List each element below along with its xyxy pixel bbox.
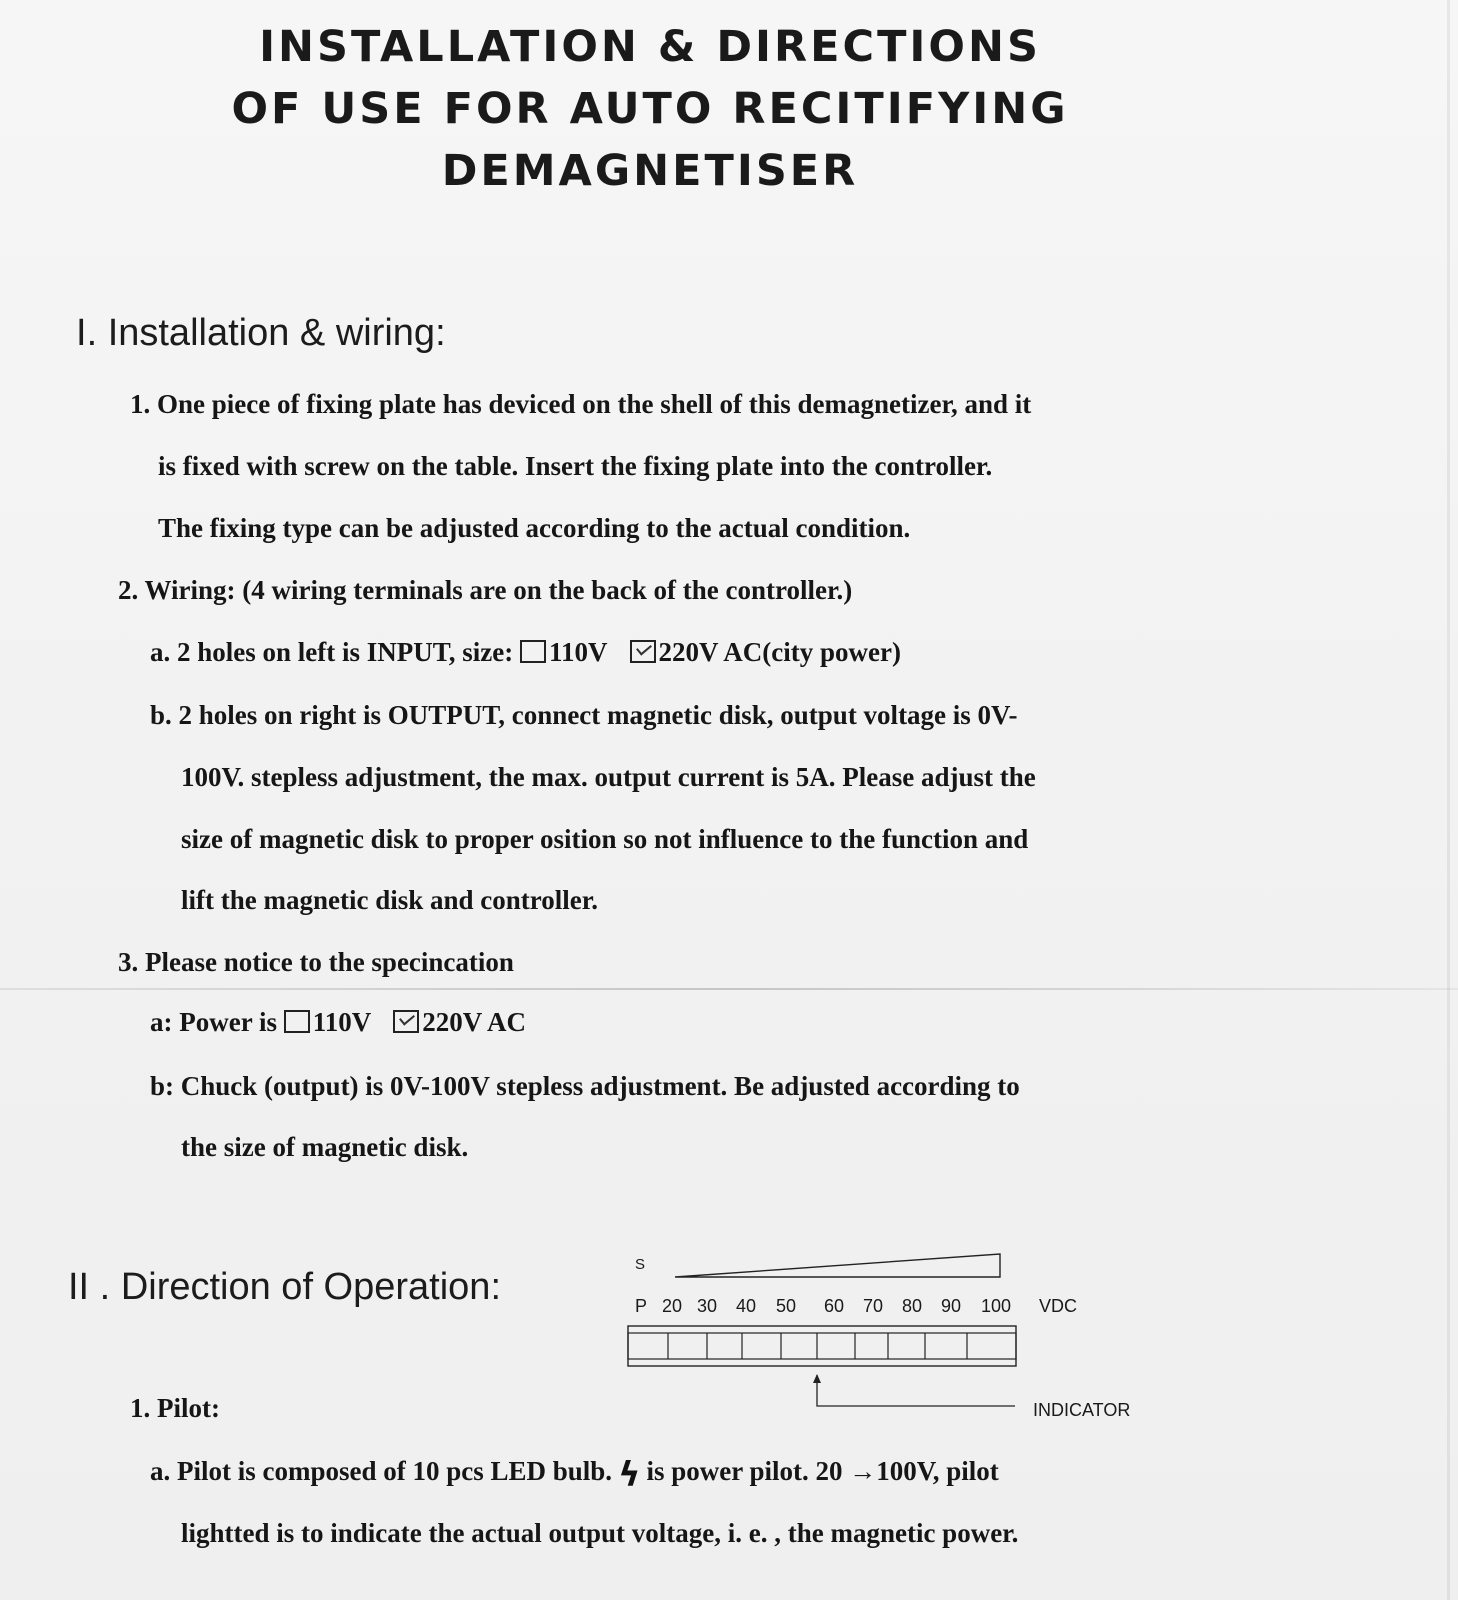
title-line-2: OF USE FOR AUTO RECITIFYING <box>231 84 1069 134</box>
item-2a-line <box>150 637 901 668</box>
item-1-line-3: The fixing type can be adjusted according to the actual condition. <box>158 513 911 543</box>
pilot-a-after: is power pilot. 20 →100V, pilot <box>646 1456 999 1486</box>
title-line-3: DEMAGNETISER <box>441 146 859 196</box>
pilot-a-line-1 <box>150 1455 999 1495</box>
item-1-line-2: is fixed with screw on the table. Insert the fixing plate into the controller. <box>158 451 993 481</box>
section-1-separator: . <box>86 312 108 354</box>
scale-tick-70: 70 <box>863 1296 884 1316</box>
scale-tick-90: 90 <box>941 1296 962 1316</box>
item-3b-line-1: b: Chuck (output) is 0V-100V stepless adjustment. Be adjusted according to <box>150 1071 1020 1101</box>
scale-tick-100: 100 <box>981 1296 1012 1316</box>
indicator-label: INDICATOR <box>1033 1400 1131 1420</box>
item-3a-option-110v: 110V <box>312 1007 372 1037</box>
checkbox-110v-power[interactable] <box>284 1010 310 1033</box>
section-2-numeral: II <box>68 1266 90 1308</box>
scale-tick-80: 80 <box>902 1296 923 1316</box>
item-3-line: 3. Please notice to the specincation <box>118 947 514 977</box>
checkbox-220v-power[interactable] <box>393 1010 419 1033</box>
checkbox-110v-input[interactable] <box>520 640 546 663</box>
section-1-heading <box>76 312 446 355</box>
section-2-heading <box>68 1266 501 1309</box>
pilot-heading: 1. Pilot: <box>130 1393 220 1423</box>
item-3a-line <box>150 1007 526 1038</box>
paper-fold-vertical <box>1447 0 1450 1600</box>
scale-unit: VDC <box>1039 1296 1078 1316</box>
scale-tick-20: 20 <box>662 1296 683 1316</box>
item-2b-line-1: b. 2 holes on right is OUTPUT, connect magnetic disk, output voltage is 0V- <box>150 700 1018 730</box>
item-2a-prefix: a. 2 holes on left is INPUT, size: <box>150 637 520 667</box>
scale-tick-30: 30 <box>697 1296 718 1316</box>
checkbox-220v-input[interactable] <box>630 640 656 663</box>
pilot-a-line-2: lightted is to indicate the actual output voltage, i. e. , the magnetic power. <box>181 1518 1019 1548</box>
item-2b-line-3: size of magnetic disk to proper osition so not influence to the function and <box>181 824 1029 854</box>
paper-fold-horizontal <box>0 988 1458 990</box>
scale-tick-50: 50 <box>776 1296 797 1316</box>
diagram-s-label: S <box>635 1256 646 1273</box>
item-2b-line-4: lift the magnetic disk and controller. <box>181 885 598 915</box>
item-3a-option-220v: 220V AC <box>422 1007 527 1037</box>
item-2-line: 2. Wiring: (4 wiring terminals are on the back of the controller.) <box>118 575 853 605</box>
section-1-numeral: I <box>76 312 87 354</box>
pilot-a-before: a. Pilot is composed of 10 pcs LED bulb. <box>150 1456 613 1486</box>
diagram-p-label: P <box>635 1296 648 1316</box>
section-2-separator: . <box>89 1266 121 1308</box>
section-1-title: Installation & wiring: <box>107 312 446 354</box>
title-line-1: INSTALLATION & DIRECTIONS <box>259 22 1041 72</box>
item-2a-option-220v: 220V AC(city power) <box>658 637 901 667</box>
item-2b-line-2: 100V. stepless adjustment, the max. output current is 5A. Please adjust the <box>181 762 1036 792</box>
item-1-line-1: 1. One piece of fixing plate has deviced on the shell of this demagnetizer, and it <box>130 389 1032 419</box>
item-3a-prefix: a: Power is <box>150 1007 284 1037</box>
scale-tick-40: 40 <box>736 1296 757 1316</box>
section-2-title: Direction of Operation: <box>120 1266 501 1308</box>
item-3b-line-2: the size of magnetic disk. <box>181 1132 469 1162</box>
item-2a-option-110v: 110V <box>548 637 608 667</box>
lightning-bolt-icon: ϟ <box>618 1455 641 1495</box>
scale-tick-60: 60 <box>824 1296 845 1316</box>
